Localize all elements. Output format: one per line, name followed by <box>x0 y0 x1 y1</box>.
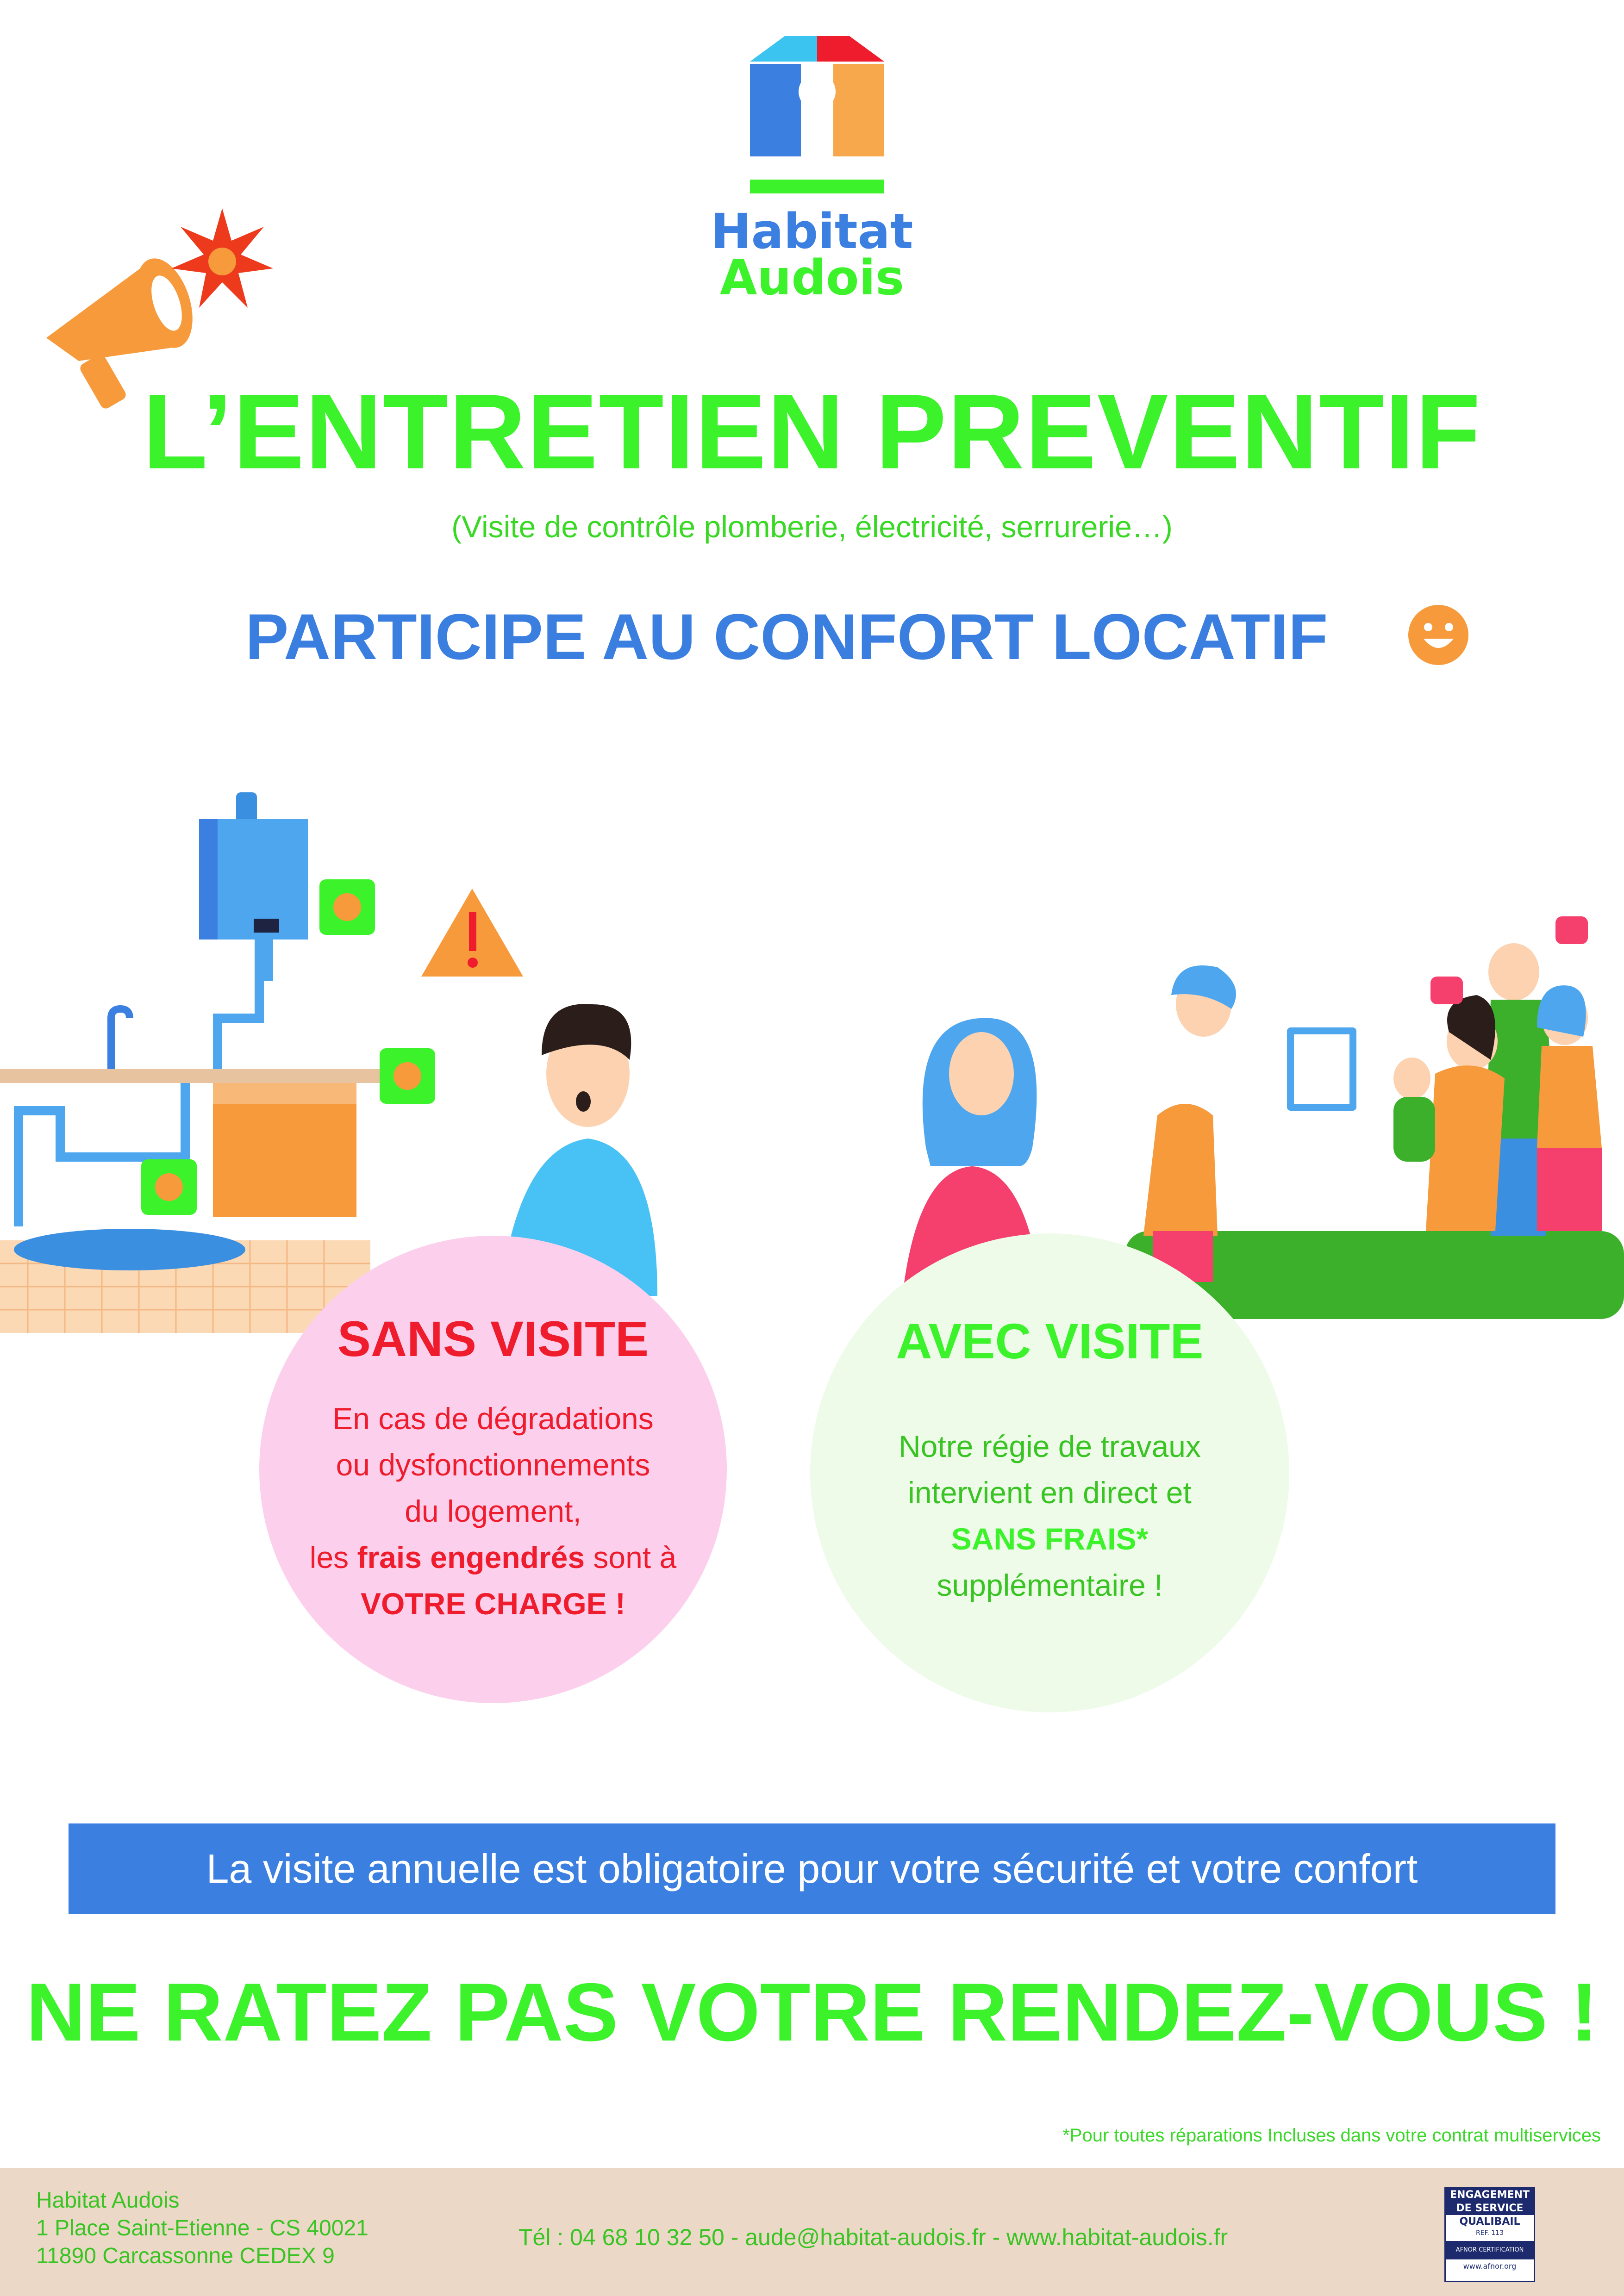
page-title: L’ENTRETIEN PREVENTIF <box>143 372 1481 491</box>
footer-org: Habitat Audois <box>36 2188 180 2213</box>
brand-line2: Audois <box>720 249 904 306</box>
avec-visite-heading: AVEC VISITE <box>896 1313 1204 1369</box>
qualibail-badge <box>1444 2187 1535 2282</box>
avec-visite-body <box>810 1423 1289 1608</box>
annual-visit-banner: La visite annuelle est obligatoire pour votre sécurité et votre confort <box>69 1823 1555 1914</box>
page-subtitle: (Visite de contrôle plomberie, électricité, serrurerie…) <box>451 510 1173 544</box>
sans-visite-line5: VOTRE CHARGE ! <box>360 1587 626 1621</box>
sans-visite-line1: En cas de dégradations <box>332 1401 654 1436</box>
badge-line4: REF. 113 <box>1476 2229 1504 2237</box>
badge-line2: DE SERVICE <box>1446 2202 1534 2215</box>
footer-city: 11890 Carcassonne CEDEX 9 <box>36 2244 335 2268</box>
avec-visite-line2: intervient en direct et <box>908 1475 1192 1510</box>
burst-icon <box>171 208 273 310</box>
badge-line5: AFNOR CERTIFICATION <box>1446 2241 1534 2259</box>
badge-line3: QUALIBAIL <box>1459 2216 1520 2228</box>
appointment-cta: NE RATEZ PAS VOTRE RENDEZ-VOUS ! <box>26 1966 1598 2058</box>
footer-contact: Tél : 04 68 10 32 50 - aude@habitat-audois.fr - www.habitat-audois.fr <box>518 2224 1228 2250</box>
sans-visite-line3: du logement, <box>405 1494 581 1528</box>
footer-street: 1 Place Saint-Etienne - CS 40021 <box>36 2216 369 2240</box>
habitat-audois-logo-icon <box>750 36 884 203</box>
smiley-icon <box>1407 604 1470 666</box>
footnote: *Pour toutes réparations Incluses dans votre contrat multiservices <box>1062 2125 1601 2146</box>
tagline: PARTICIPE AU CONFORT LOCATIF <box>245 600 1328 673</box>
avec-visite-line1: Notre régie de travaux <box>898 1429 1201 1463</box>
brand-line1: Habitat <box>711 203 913 260</box>
avec-visite-line3: SANS FRAIS* <box>951 1522 1149 1556</box>
sans-visite-body <box>259 1395 727 1627</box>
badge-line1: ENGAGEMENT <box>1446 2188 1534 2202</box>
sans-visite-line4: les frais engendrés sont à <box>309 1540 677 1574</box>
footer-address <box>36 2187 369 2270</box>
avec-visite-line4: supplémentaire ! <box>937 1568 1163 1602</box>
sans-visite-heading: SANS VISITE <box>337 1311 649 1367</box>
badge-url: www.afnor.org <box>1463 2262 1517 2271</box>
sans-visite-line2: ou dysfonctionnements <box>336 1448 650 1482</box>
